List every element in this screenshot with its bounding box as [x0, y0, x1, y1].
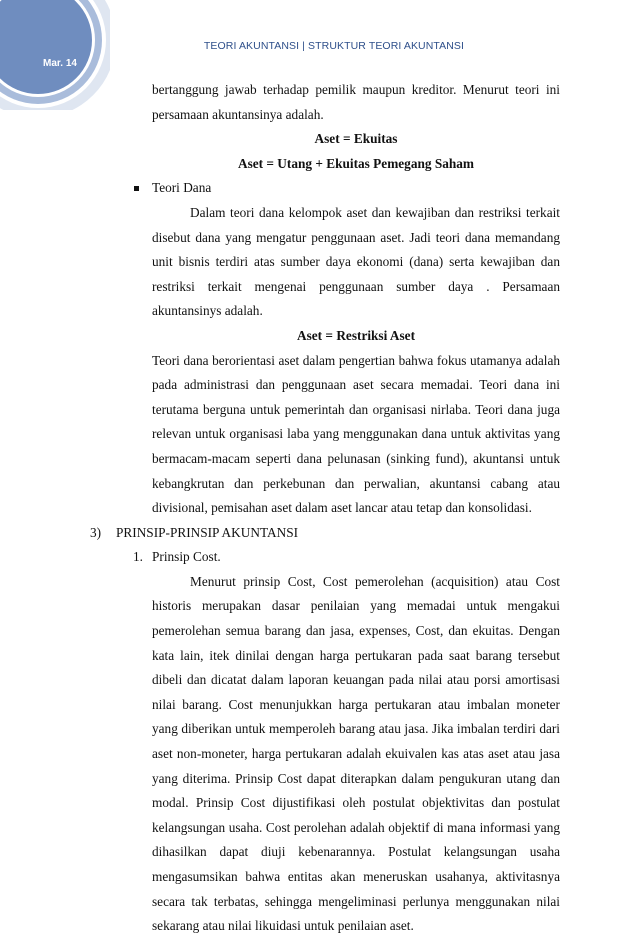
section-number: 3) [90, 524, 102, 540]
equation-3: Aset = Restriksi Aset [297, 327, 415, 343]
section-heading-3 [90, 521, 638, 546]
equation-1: Aset = Ekuitas [314, 131, 398, 147]
list-item-1 [133, 545, 638, 570]
equation-2: Aset = Utang + Ekuitas Pemegang Saham [237, 155, 475, 171]
list-item-title: Prinsip Cost. [152, 549, 221, 565]
paragraph-3: Teori dana berorientasi aset dalam pengertian bahwa fokus utamanya adalah pada administrasi dan penggunaan aset secara memadai. Teori dana ini terutama berguna untuk pemerintah dan organisasi nirlaba. Teori dana juga relevan untuk organisasi laba yang menggunakan dana untuk aktivitas yang bermacam-macam seperti dana pelunasan (sinking fund), akuntansi untuk kebangkrutan dan perkebunan dan perwalian, akuntansi cabang atau divisional, pemisahan aset dalam aset lancar atau tetap dan konsolidasi. [152, 352, 560, 516]
paragraph-2: Dalam teori dana kelompok aset dan kewajiban dan restriksi terkait disebut dana yang mengatur penggunaan aset. Jadi teori dana memandang unit bisnis terdiri atas sumber daya ekonomi (dana) serta kewajiban dan restriksi terkait mengenai penggunaan sumber daya . Persamaan akuntansinys adalah. [152, 204, 560, 319]
section-title: PRINSIP-PRINSIP AKUNTANSI [116, 524, 299, 540]
bullet-label: Teori Dana [152, 180, 212, 196]
document-body [0, 78, 638, 939]
bullet-teori-dana [152, 176, 560, 201]
paragraph-4: Menurut prinsip Cost, Cost pemerolehan (acquisition) atau Cost historis merupakan dasar penilaian yang memadai untuk mengakui pemerolehan semua barang dan jasa, expenses, Cost, dan ekuitas. Dengan kata lain, itek dinilai dengan harga pertukaran pada saat barang tersebut dibeli dan dicatat dalam laporan keuangan pada nilai atau porsi amortisasi nilai barang. Cost menunjukkan harga pertukaran atau imbalan moneter yang diberikan untuk memperoleh barang atau jasa. Jika imbalan terdiri dari aset non-moneter, harga pertukaran adalah ekuivalen kas atas aset atau jasa yang diterima. Prinsip Cost dapat diterapkan dalam pengukuran utang dan modal. Prinsip Cost dijustifikasi oleh postulat objektivitas dan postulat kelangsungan usaha. Cost perolehan adalah objektif di mana informasi yang dihasilkan dapat diuji kebenarannya. Postulat kelangsungan usaha mengasumsikan bahwa entitas akan meneruskan usahanya, aktivitasnya secara tak terbatas, sehingga mengeliminasi perlunya menggunakan nilai sekarang atau nilai likuidasi untuk penilaian aset. [152, 573, 560, 934]
page-header: TEORI AKUNTANSI | STRUKTUR TEORI AKUNTANSI [203, 40, 465, 52]
badge-label: Mar. 14 [43, 58, 77, 69]
square-bullet-icon [134, 186, 139, 191]
paragraph-1: bertanggung jawab terhadap pemilik maupun kreditor. Menurut teori ini persamaan akuntansinya adalah. [152, 82, 560, 122]
list-item-number: 1. [133, 549, 143, 565]
